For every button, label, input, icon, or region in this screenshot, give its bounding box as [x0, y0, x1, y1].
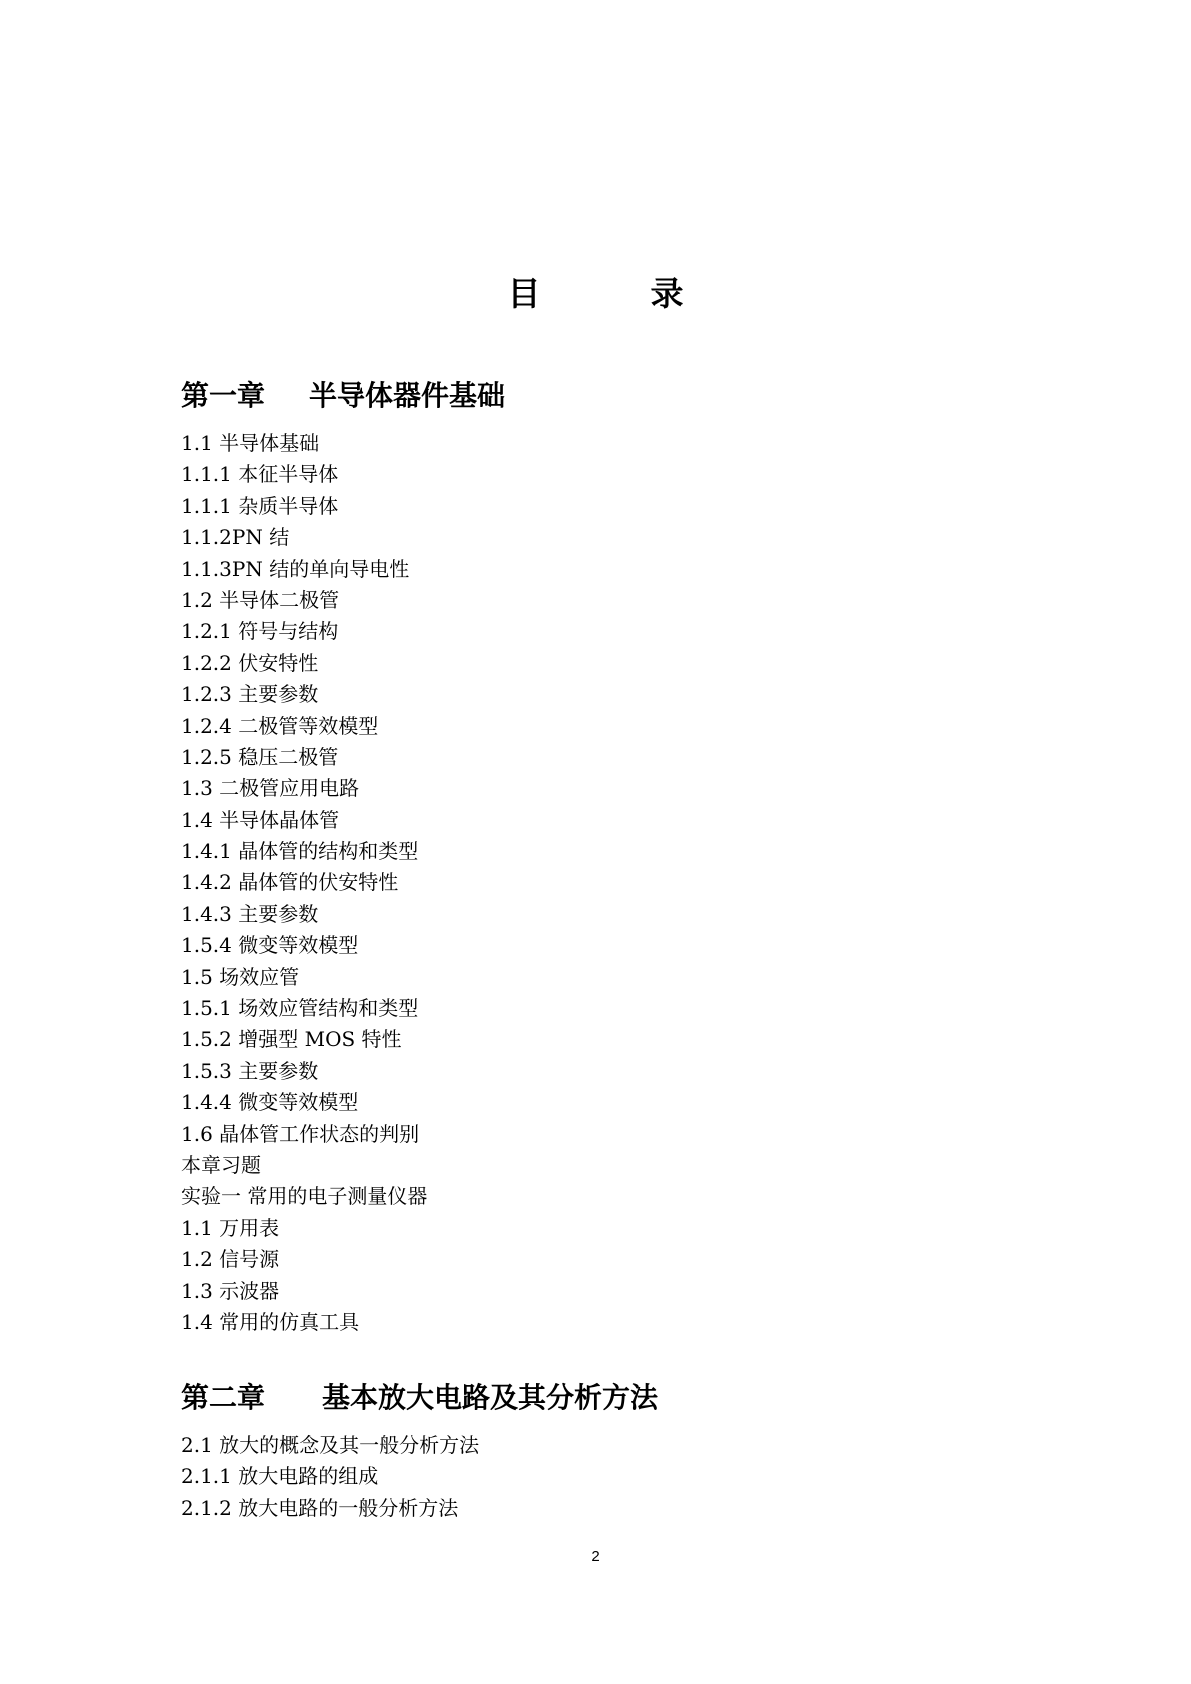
toc-item[interactable]: 1.4.1 晶体管的结构和类型 — [181, 839, 419, 864]
toc-item[interactable]: 1.5.4 微变等效模型 — [181, 933, 359, 958]
toc-item[interactable]: 1.5.2 增强型 MOS 特性 — [181, 1027, 402, 1052]
toc-item[interactable]: 1.1.1 本征半导体 — [181, 462, 339, 487]
toc-list — [181, 1430, 1081, 1524]
toc-item[interactable]: 2.1.1 放大电路的组成 — [181, 1464, 379, 1489]
title-char-1: 目 — [507, 274, 541, 314]
chapter-name: 半导体器件基础 — [309, 379, 506, 412]
toc-item[interactable]: 1.2 信号源 — [181, 1247, 280, 1272]
chapter-name: 基本放大电路及其分析方法 — [322, 1381, 659, 1414]
toc-item[interactable]: 2.1.2 放大电路的一般分析方法 — [181, 1495, 459, 1520]
toc-item[interactable]: 实验一 常用的电子测量仪器 — [181, 1184, 428, 1209]
toc-item[interactable]: 1.1.2PN 结 — [181, 525, 290, 550]
chapter-number: 第二章 — [181, 1381, 266, 1414]
toc-list — [181, 428, 1081, 1338]
toc-item[interactable]: 1.5.3 主要参数 — [181, 1058, 319, 1083]
page-number: 2 — [591, 1548, 600, 1565]
toc-item[interactable]: 1.6 晶体管工作状态的判别 — [181, 1121, 420, 1146]
toc-item[interactable]: 1.5 场效应管 — [181, 964, 300, 989]
chapter-number: 第一章 — [181, 379, 266, 412]
toc-item[interactable]: 1.5.1 场效应管结构和类型 — [181, 996, 419, 1021]
toc-item[interactable]: 1.1 半导体基础 — [181, 431, 320, 455]
title-char-2: 录 — [650, 274, 684, 314]
toc-item[interactable]: 1.2.1 符号与结构 — [181, 619, 339, 644]
toc-item[interactable]: 1.4.3 主要参数 — [181, 901, 319, 926]
toc-item[interactable]: 1.2.2 伏安特性 — [181, 650, 319, 675]
chapter-heading[interactable] — [181, 376, 1081, 416]
toc-item[interactable]: 1.2.3 主要参数 — [181, 682, 319, 707]
chapter-heading[interactable] — [181, 1378, 1081, 1418]
toc-item[interactable]: 1.4.4 微变等效模型 — [181, 1090, 359, 1115]
toc-item[interactable]: 1.2.5 稳压二极管 — [181, 744, 339, 769]
toc-item[interactable]: 1.4.2 晶体管的伏安特性 — [181, 870, 399, 895]
toc-item[interactable]: 1.2.4 二极管等效模型 — [181, 713, 379, 738]
toc-item[interactable]: 本章习题 — [181, 1152, 261, 1177]
toc-item[interactable]: 1.4 常用的仿真工具 — [181, 1309, 360, 1334]
toc-item[interactable]: 1.2 半导体二极管 — [181, 587, 340, 612]
toc-item[interactable]: 1.3 二极管应用电路 — [181, 776, 360, 801]
page-title — [0, 272, 1191, 316]
toc-item[interactable]: 1.1 万用表 — [181, 1215, 280, 1240]
toc-item[interactable]: 2.1 放大的概念及其一般分析方法 — [181, 1433, 480, 1457]
toc-item[interactable]: 1.1.1 杂质半导体 — [181, 493, 339, 518]
toc-item[interactable]: 1.4 半导体晶体管 — [181, 807, 340, 832]
chapter-1-section — [181, 376, 1081, 1338]
chapter-2-section — [181, 1378, 1081, 1524]
toc-item[interactable]: 1.3 示波器 — [181, 1278, 280, 1303]
toc-item[interactable]: 1.1.3PN 结的单向导电性 — [181, 556, 410, 581]
